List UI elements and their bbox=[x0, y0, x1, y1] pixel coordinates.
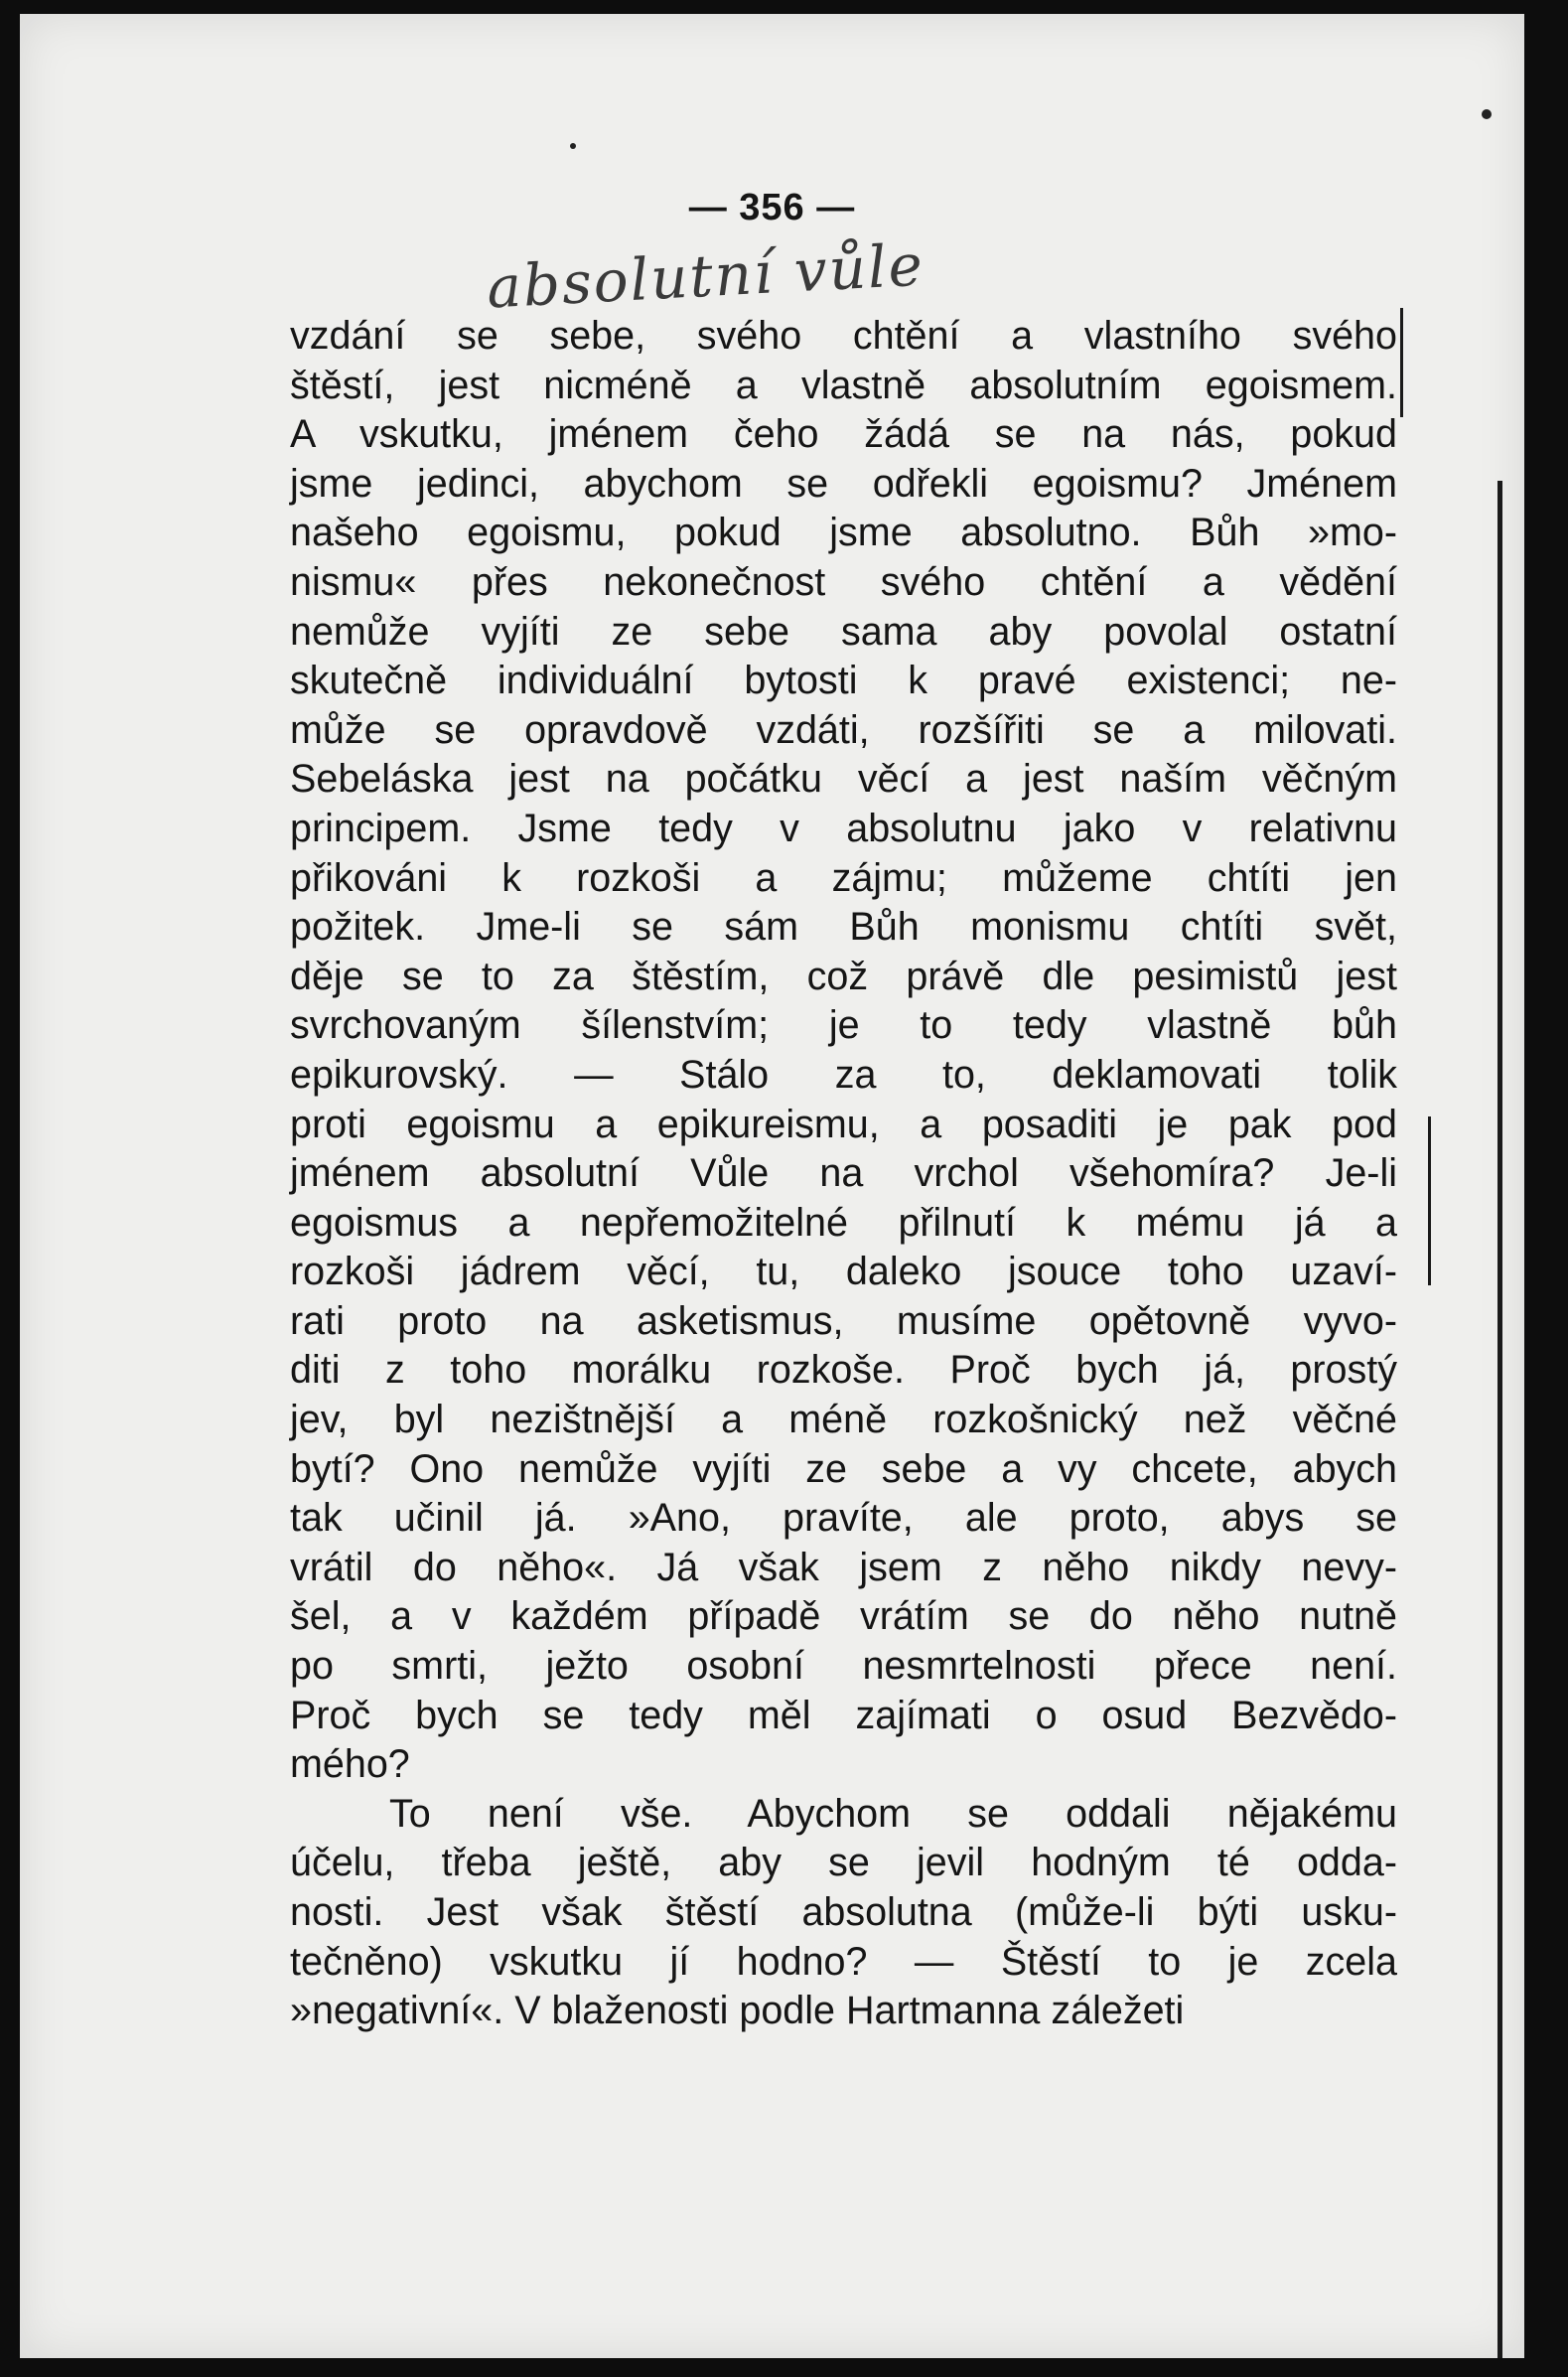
text-line: vzdání se sebe, svého chtění a vlastního svého bbox=[290, 314, 1397, 358]
text-line: proti egoismu a epikureismu, a posaditi je pak pod bbox=[290, 1102, 1397, 1146]
page-speck bbox=[570, 143, 576, 149]
text-line: účelu, třeba ještě, aby se jevil hodným té odda- bbox=[290, 1841, 1397, 1885]
text-line: může se opravdově vzdáti, rozšířiti se a milovati. bbox=[290, 707, 1397, 752]
page-edge-line bbox=[1497, 481, 1502, 2358]
page-speck bbox=[1482, 109, 1492, 119]
text-line: svrchovaným šílenstvím; je to tedy vlastně bůh bbox=[290, 1003, 1397, 1048]
text-line: po smrti, ježto osobní nesmrtelnosti přece není. bbox=[290, 1644, 1397, 1689]
text-line: nosti. Jest však štěstí absolutna (může-li býti usku- bbox=[290, 1890, 1397, 1934]
book-page bbox=[20, 14, 1524, 2358]
text-line: šel, a v každém případě vrátím se do něho nutně bbox=[290, 1594, 1397, 1639]
text-line: tečněno) vskutku jí hodno? — Štěstí to je zcela bbox=[290, 1939, 1397, 1984]
text-line: egoismus a nepřemožitelné přilnutí k mému já a bbox=[290, 1200, 1397, 1245]
text-line: vrátil do něho«. Já však jsem z něho nikdy nevy- bbox=[290, 1545, 1397, 1589]
text-line: Proč bych se tedy měl zajímati o osud Bezvědo- bbox=[290, 1693, 1397, 1737]
text-line: skutečně individuální bytosti k pravé existenci; ne- bbox=[290, 659, 1397, 703]
page-number: — 356 — bbox=[688, 187, 856, 228]
text-line: štěstí, jest nicméně a vlastně absolutním egoismem. bbox=[290, 363, 1397, 407]
text-line: jménem absolutní Vůle na vrchol všehomíra? Je-li bbox=[290, 1151, 1397, 1196]
text-line: přikováni k rozkoši a zájmu; můžeme chtíti jen bbox=[290, 855, 1397, 900]
text-line: mého? bbox=[290, 1742, 410, 1787]
text-line: našeho egoismu, pokud jsme absolutno. Bůh »mo- bbox=[290, 511, 1397, 555]
text-line: A vskutku, jménem čeho žádá se na nás, pokud bbox=[290, 412, 1397, 457]
text-line: nismu« přes nekonečnost svého chtění a vědění bbox=[290, 559, 1397, 604]
text-line: bytí? Ono nemůže vyjíti ze sebe a vy chcete, abych bbox=[290, 1446, 1397, 1491]
text-line: nemůže vyjíti ze sebe sama aby povolal ostatní bbox=[290, 609, 1397, 654]
body-text bbox=[290, 312, 1397, 2036]
margin-mark-middle bbox=[1428, 1116, 1431, 1285]
text-line: tak učinil já. »Ano, pravíte, ale proto, abys se bbox=[290, 1496, 1397, 1541]
text-line: jev, byl nezištnější a méně rozkošnický než věčné bbox=[290, 1398, 1397, 1442]
margin-mark-top bbox=[1400, 308, 1403, 417]
text-line: To není vše. Abychom se oddali nějakému bbox=[389, 1791, 1397, 1836]
handwritten-annotation: absolutní vůle bbox=[485, 230, 927, 322]
text-line: epikurovský. — Stálo za to, deklamovati tolik bbox=[290, 1052, 1397, 1097]
text-line: Sebeláska jest na počátku věcí a jest naším věčným bbox=[290, 757, 1397, 802]
text-line: jsme jedinci, abychom se odřekli egoismu? Jménem bbox=[290, 461, 1397, 506]
text-line: rati proto na asketismus, musíme opětovně vyvo- bbox=[290, 1298, 1397, 1343]
text-line: diti z toho morálku rozkoše. Proč bych já, prostý bbox=[290, 1348, 1397, 1393]
text-line: principem. Jsme tedy v absolutnu jako v relativnu bbox=[290, 806, 1397, 850]
text-line: rozkoši jádrem věcí, tu, daleko jsouce toho uzaví- bbox=[290, 1250, 1397, 1294]
text-line: děje se to za štěstím, což právě dle pesimistů jest bbox=[290, 954, 1397, 998]
text-line: požitek. Jme-li se sám Bůh monismu chtíti svět, bbox=[290, 905, 1397, 950]
text-line: »negativní«. V blaženosti podle Hartmanna záležeti bbox=[290, 1989, 1185, 2033]
